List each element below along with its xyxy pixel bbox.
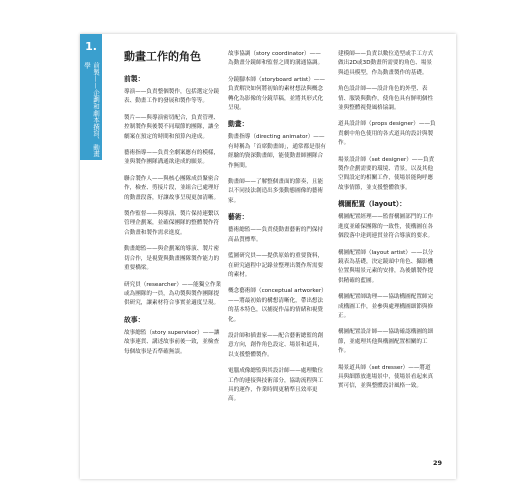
section-heading-layout: 構圖配置（layout）： [338, 200, 407, 209]
paragraph: 構圖配置經理——監督構圖部門的工作進度並確保團隊的一致性，使構圖在各個段落中達到連貫並符合導演的要求。 [338, 214, 434, 240]
chapter-number: 1. [85, 40, 97, 53]
paragraph: 藍圖研究員——提供原始的重要資料，在研究過程中記錄並整理出製作所需要的素材。 [228, 253, 324, 278]
paragraph: 聯合製作人——與核心團隊成員緊密合作，檢查、剪接片段，並組合已處理好的動畫段落，好讓故事呈現更加清晰。 [124, 175, 220, 201]
paragraph: 藝術總監——負責使動畫藝術的門保持高品質標準。 [228, 227, 324, 243]
paragraph: 製片——與導演密切配合，負責管理、控制製作與後製不同環節的團隊，讓全劇案在預定的時間和預算內達成。 [124, 114, 220, 140]
chapter-title: 前製——企劃和劇本撰寫、動畫學 [83, 62, 100, 158]
paragraph: 構圖配置師助理——協助構圖配置師完成構圖工作，並參與處理構圖細節與修正。 [338, 294, 434, 319]
paragraph: 分鏡腳本師（storyboard artist）——負責解決如何將初始的素材想法與概念轉化為影像的分鏡草稿，並將其形式化呈現。 [228, 76, 325, 112]
paragraph: 場景道具師（set dresser）——將道具與細節放進場景中，使場景看起來真實可信，並與整體設計風格一致。 [338, 364, 434, 390]
page-title: 動畫工作的角色 [124, 50, 201, 63]
paragraph: 故事協調（story coordinator）——為動畫分鏡師和監督之間的溝通協調。 [228, 51, 324, 67]
paragraph: 故事總監（story supervisor）——讓故事連貫、講述故事前後一致，並檢查每個故事是否準確無誤。 [124, 329, 220, 355]
column-3 [338, 50, 436, 399]
paragraph: 道具設計師（props designer）——負責劇中角色使用的各式道具的設計與製作。 [338, 121, 436, 147]
paragraph: 製作監督——與導演、製片保持連繫以管理企劃案，並確保團隊的整體製作符合動畫和製作需求進度。 [124, 211, 220, 236]
paragraph: 設計師和插畫家——配合藝術總監的創意方向，創作角色設定、場景和道具，以支援整體製作。 [228, 332, 324, 358]
section-heading-animation: 動畫： [228, 120, 249, 129]
paragraph: 構圖配置設計師——協助確認構圖的細節，並處理其他與構圖配置相關的工作。 [338, 329, 434, 355]
paragraph: 導演——負責整個製作，包括選定分鏡表、動畫工作的發展和製作等等。 [124, 89, 220, 105]
page-number: 29 [432, 459, 442, 467]
section-heading-art: 藝術： [228, 213, 249, 222]
section-heading-preproduction: 前製： [124, 75, 145, 83]
paragraph: 構圖配置師（layout artist）——以分鏡表為基礎，決定鏡頭中角色、攝影機位置與場景元素的安排，為後續製作提供精確的藍圖。 [338, 249, 434, 284]
paragraph: 電腦成像總監與其設計師——處理數位工作的連接與技術部分，協助流程與工具的運作，作業時間更精準且效率更高。 [228, 368, 324, 403]
paragraph: 動畫師——了解整個畫面的節奏，且能以不同技法創造出多張動態圖像的藝術家。 [228, 179, 324, 204]
column-1 [124, 50, 222, 364]
paragraph: 場景設計師（set designer）——負責製作企劃需要的環境、背景，以及其他空間設定的相關工作，使場景能夠呼應故事情節，並支援整體敘事。 [338, 156, 435, 191]
chapter-sidebar-tab [80, 34, 102, 160]
section-heading-story: 故事： [124, 315, 145, 324]
paragraph: 建模師——負責以數位造型或手工方式做出2D或3D動畫所需要的角色、場景與道具模型，作為動畫製作的基礎。 [338, 51, 434, 76]
paragraph: 動畫總監——與企劃案的導演、製片密切合作，是視覺與動畫團隊製作能力的重要橋梁。 [124, 246, 220, 272]
paragraph: 動畫指導（directing animator）——有時稱為「首席動畫師」，通常都是很有經驗的資深動畫師，能使動畫師團隊合作無間。 [228, 134, 326, 169]
column-2 [228, 50, 326, 412]
book-page [80, 34, 456, 479]
paragraph: 藝術指導——負責全劇案應有的模樣，並與製作團隊溝通欲達成的願景。 [124, 150, 220, 166]
paragraph: 研究員（researcher）——能獨立作業或為團隊的一員，為功製與製作團隊提供研究，讓素材符合事實並適度呈現。 [124, 281, 222, 307]
paragraph: 概念藝術師（conceptual artworker）——將最初始的構想清晰化，帶出想法的基本特色，以捕捉作品的情緒和視覺化。 [228, 288, 324, 323]
paragraph: 角色設計師——設計角色的外型、表情、服裝與動作，使角色具有鮮明個性並與整體視覺風格協調。 [338, 86, 434, 112]
